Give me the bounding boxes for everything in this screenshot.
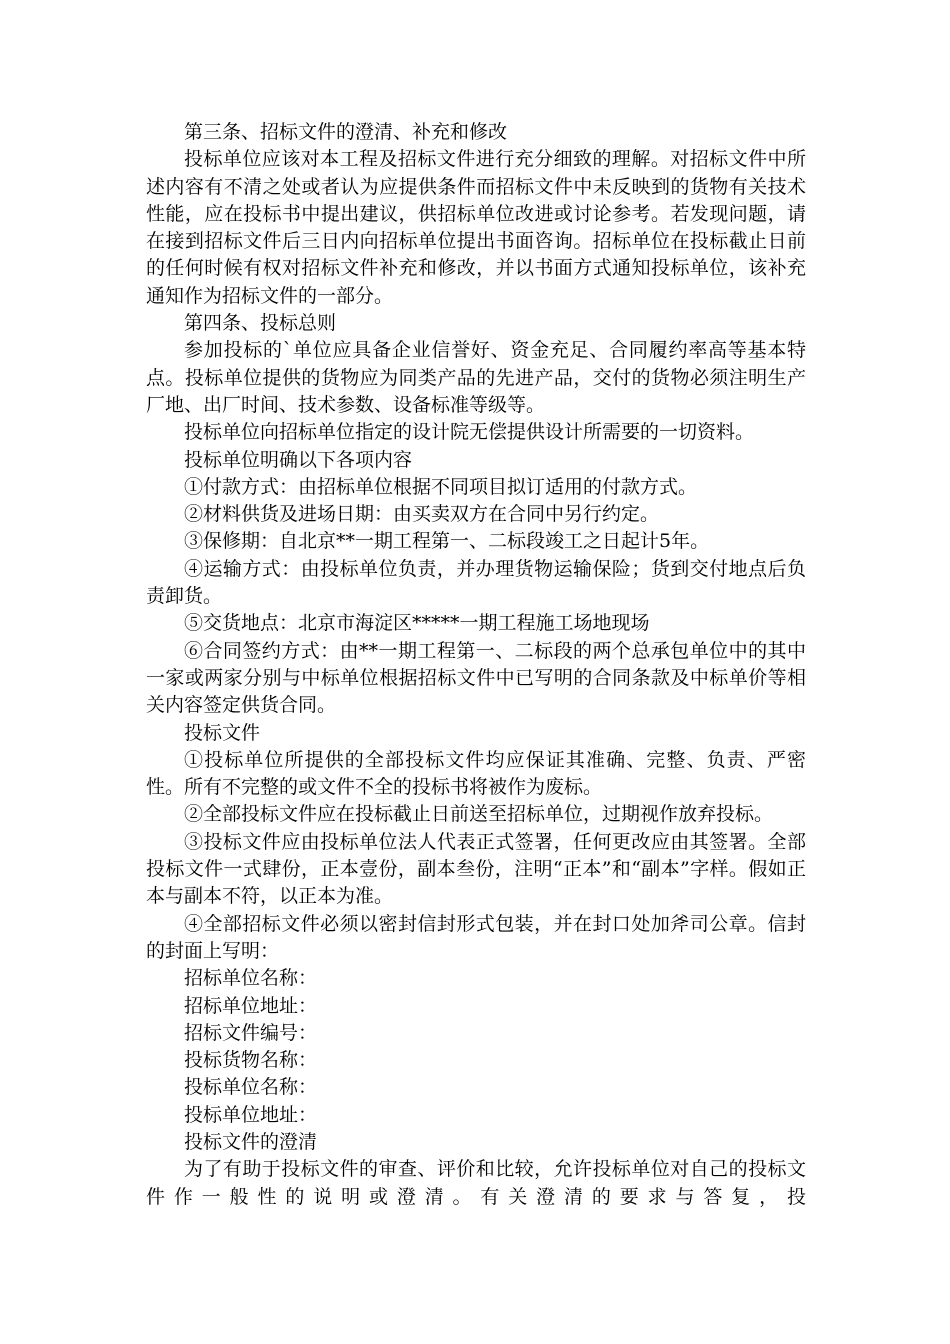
paragraph-design-materials: 投标单位向招标单位指定的设计院无偿提供设计所需要的一切资料。 — [184, 421, 755, 444]
paragraph-clarification: 投标单位应该对本工程及招标文件进行充分细致的理解。对招标文件中所述内容有不清之处或者认为应提供条件而招标文件中未反映到的货物有关技术性能，应在投标书中提出建议，供招标单位改进或讨论参考。若发现问题，请在接到招标文件后三日内向招标单位提出书面咨询。招标单位在投标截止日前的任何时候有权对招标文件补充和修改，并以书面方式通知投标单位，该补充通知作为招标文件的一部分。 — [146, 148, 806, 307]
bid-doc-item-2: ②全部投标文件应在投标截止日前送至招标单位，过期视作放弃投标。 — [184, 803, 774, 826]
envelope-field-goods-name: 投标货物名称： — [184, 1049, 318, 1072]
item-transport: ④运输方式：由投标单位负责，并办理货物运输保险；货到交付地点后负责卸货。 — [146, 557, 806, 608]
subheading-bid-clarification: 投标文件的澄清 — [184, 1130, 318, 1153]
envelope-field-bidder-address: 投标单位地址： — [184, 1103, 318, 1126]
item-delivery-place: ⑤交货地点：北京市海淀区*****一期工程施工场地现场 — [184, 612, 650, 635]
bid-doc-item-4: ④全部招标文件必须以密封信封形式包装，并在封口处加斧司公章。信封的封面上写明： — [146, 912, 806, 962]
envelope-field-tender-doc-number: 招标文件编号： — [184, 1021, 318, 1044]
section-heading-4: 第四条、投标总则 — [184, 312, 337, 335]
paragraph-items-intro: 投标单位明确以下各项内容 — [184, 448, 413, 471]
envelope-field-tender-unit-address: 招标单位地址： — [184, 994, 318, 1017]
item-contract-signing: ⑥合同签约方式：由**一期工程第一、二标段的两个总承包单位中的其中一家或两家分别与中标单位根据招标文件中已写明的合同条款及中标单价等相关内容签定供货合同。 — [146, 639, 806, 717]
bid-doc-item-1: ①投标单位所提供的全部投标文件均应保证其准确、完整、负责、严密性。所有不完整的或文件不全的投标书将被作为废标。 — [146, 748, 806, 799]
section-heading-3: 第三条、招标文件的澄清、补充和修改 — [184, 121, 508, 143]
item-supply-date: ②材料供货及进场日期：由买卖双方在合同中另行约定。 — [184, 503, 660, 526]
document-body — [146, 119, 806, 1211]
envelope-field-bidder-name: 投标单位名称： — [184, 1076, 318, 1099]
bid-doc-item-3: ③投标文件应由投标单位法人代表正式签署，任何更改应由其签署。全部投标文件一式肆份，正本壹份，副本叁份，注明“正本”和“副本”字样。假如正本与副本不符，以正本为准。 — [146, 830, 806, 908]
paragraph-bid-clarification: 为了有助于投标文件的审查、评价和比较，允许投标单位对自己的投标文件作一般性的说明或澄清。有关澄清的要求与答复，投 — [146, 1158, 806, 1208]
paragraph-bidder-requirements: 参加投标的`单位应具备企业信誉好、资金充足、合同履约率高等基本特点。投标单位提供的货物应为同类产品的先进产品，交付的货物必须注明生产厂地、出厂时间、技术参数、设备标准等级等。 — [146, 339, 806, 416]
item-payment: ①付款方式：由招标单位根据不同项目拟订适用的付款方式。 — [184, 475, 698, 498]
subheading-bid-documents: 投标文件 — [184, 721, 261, 744]
envelope-field-tender-unit-name: 招标单位名称： — [184, 967, 318, 990]
item-warranty: ③保修期：自北京**一期工程第一、二标段竣工之日起计5年。 — [184, 530, 710, 553]
